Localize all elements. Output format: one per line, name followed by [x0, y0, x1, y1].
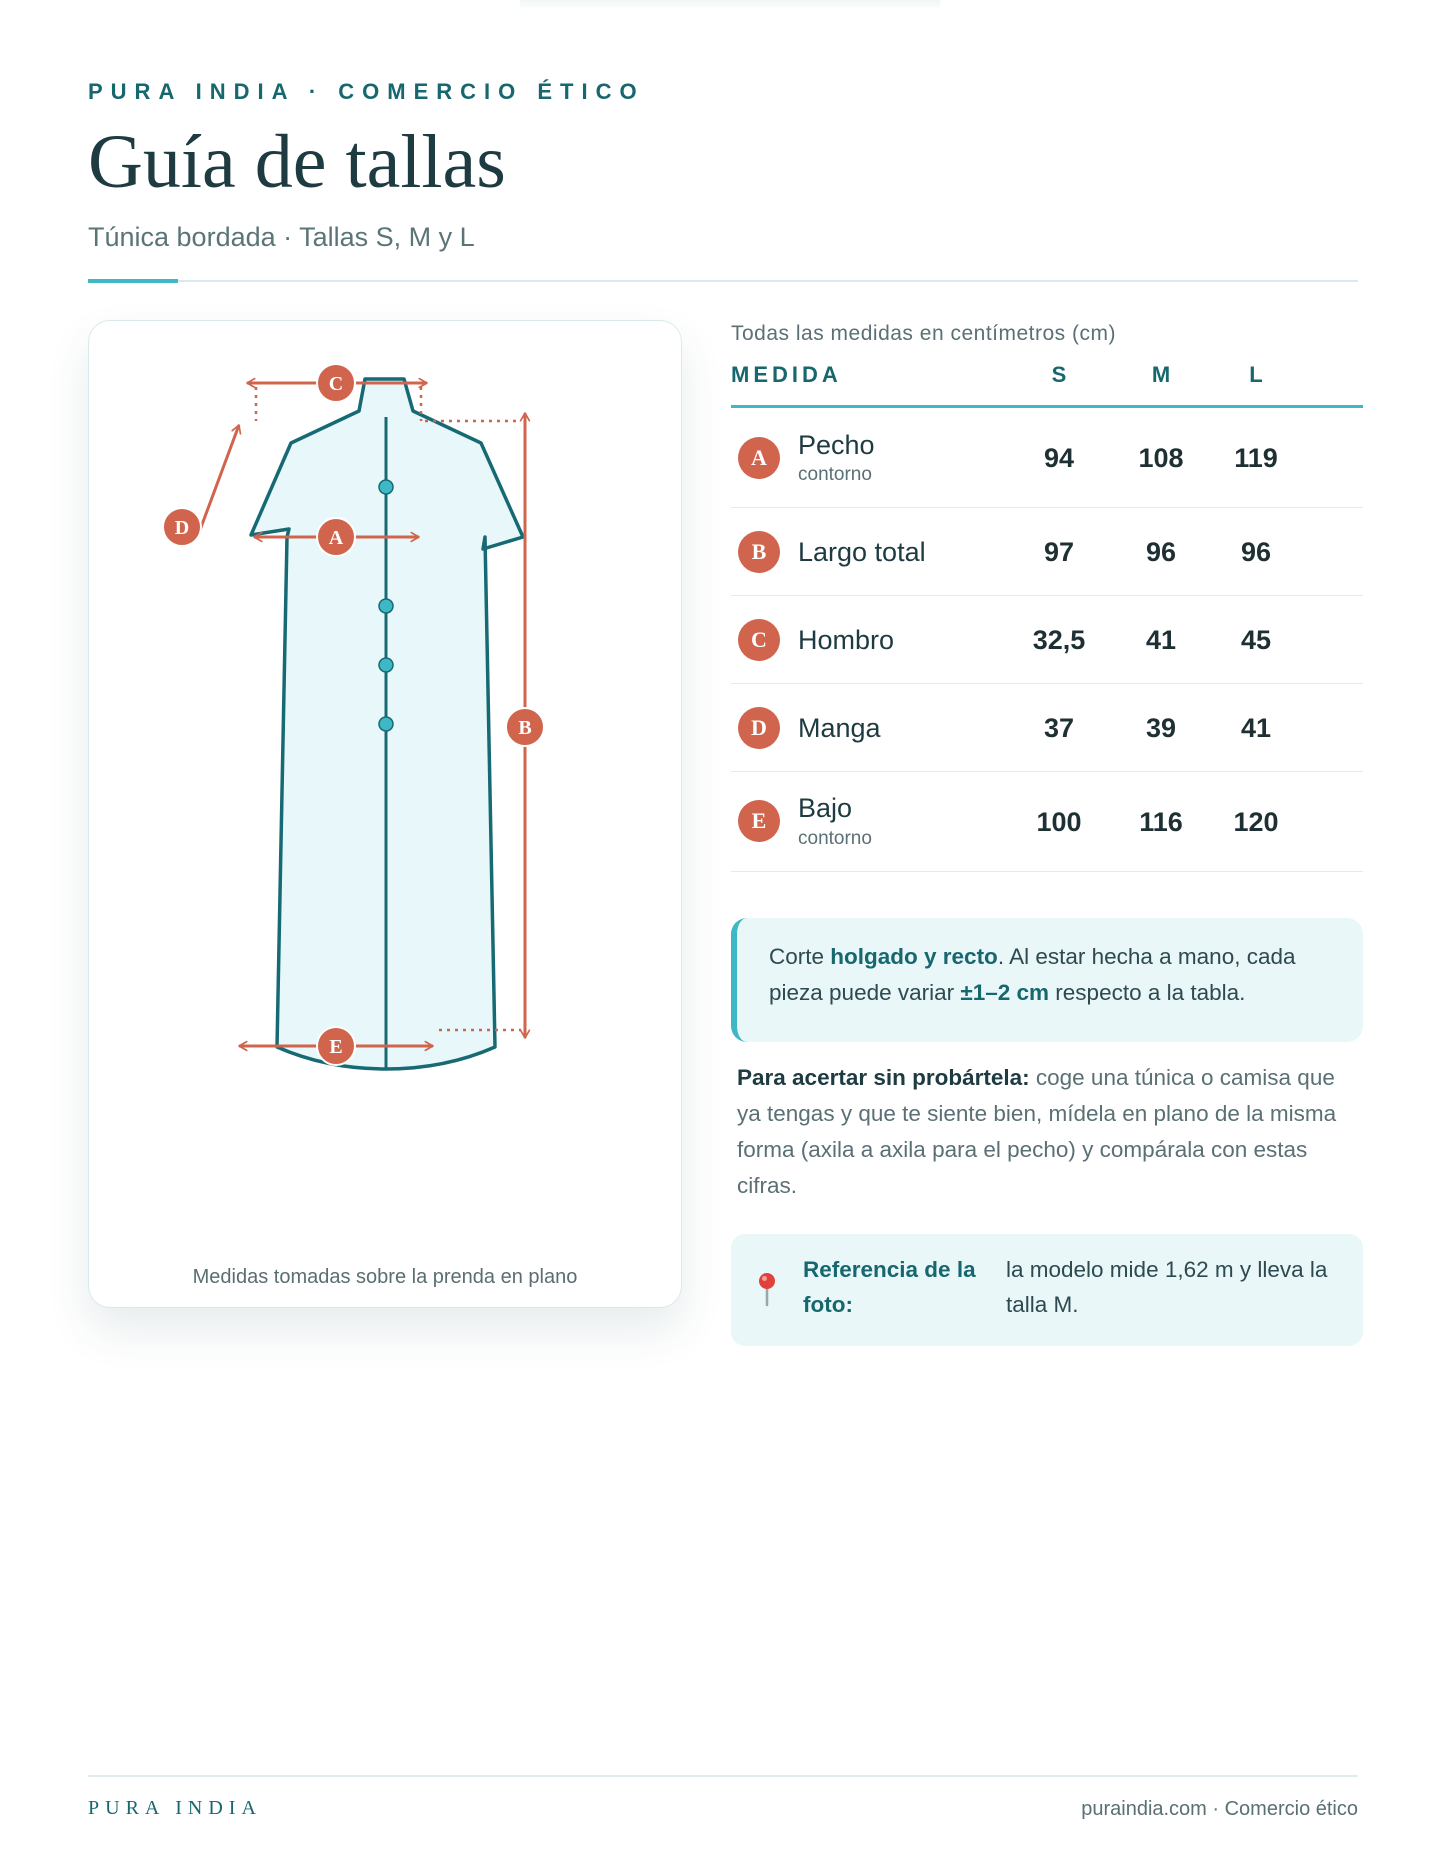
svg-text:C: C: [328, 373, 344, 395]
row-badge: C: [738, 619, 780, 661]
cell-size-m: 39: [1145, 713, 1177, 743]
measuring-tip: [737, 1060, 1363, 1204]
cell-size-s: 32,5: [1032, 625, 1086, 655]
footer-divider: [88, 1775, 1358, 1777]
row-badge: B: [738, 531, 780, 573]
photo-reference-text: la modelo mide 1,62 m y lleva la talla M.: [1006, 1257, 1328, 1317]
table-row: [731, 684, 1363, 772]
diagram-caption: Medidas tomadas sobre la prenda en plano: [192, 1266, 578, 1288]
cell-size-s: 94: [1043, 443, 1075, 473]
fit-note-text: Corte: [769, 944, 831, 969]
cell-size-l: 119: [1234, 443, 1278, 473]
marker-e: [317, 1027, 355, 1065]
cell-size-s: 100: [1036, 807, 1082, 837]
header-size-m: M: [1151, 362, 1171, 387]
button-dot: [379, 658, 393, 672]
units-note: Todas las medidas en centímetros (cm): [731, 322, 1116, 345]
page-subtitle: Túnica bordada · Tallas S, M y L: [88, 222, 475, 252]
svg-text:A: A: [328, 527, 344, 549]
row-badge: A: [738, 437, 780, 479]
cell-size-m: 41: [1145, 625, 1177, 655]
header-size-l: L: [1249, 362, 1263, 387]
cell-size-m: 108: [1138, 443, 1184, 473]
page-header: [88, 78, 1358, 254]
cell-size-s: 97: [1043, 537, 1075, 567]
photo-reference-label: Referencia de la foto:: [803, 1257, 976, 1317]
svg-text:B: B: [518, 717, 532, 739]
measure-line-d: [200, 425, 239, 530]
page-title: Guía de tallas: [88, 120, 506, 204]
button-dot: [379, 717, 393, 731]
button-dot: [379, 599, 393, 613]
cell-size-l: 120: [1233, 807, 1279, 837]
footer-brand: PURA INDIA: [88, 1797, 262, 1819]
table-header: [731, 358, 1363, 408]
header-divider-accent: [88, 279, 178, 283]
row-sublabel: contorno: [798, 828, 872, 849]
fit-note: [731, 918, 1363, 1042]
cell-size-m: 116: [1139, 807, 1183, 837]
button-dot: [379, 480, 393, 494]
cell-size-l: 96: [1240, 537, 1272, 567]
row-badge: D: [738, 707, 780, 749]
header-medida: MEDIDA: [731, 362, 842, 387]
header-divider: [88, 280, 1358, 282]
svg-text:D: D: [174, 517, 190, 539]
fit-note-tolerance: ±1–2 cm: [960, 980, 1050, 1005]
row-label: Hombro: [798, 625, 895, 655]
pin-icon: [755, 1271, 779, 1307]
marker-a: [317, 518, 355, 556]
measuring-tip-title: Para acertar sin probártela:: [737, 1065, 1030, 1090]
brand-tagline: PURA INDIA · COMERCIO ÉTICO: [88, 79, 645, 104]
garment-diagram: [89, 321, 683, 1309]
marker-b: [506, 708, 544, 746]
top-fade: [520, 0, 940, 10]
svg-text:E: E: [329, 1036, 343, 1058]
garment-diagram-card: [88, 320, 682, 1308]
row-badge: E: [738, 800, 780, 842]
cell-size-m: 96: [1145, 537, 1177, 567]
table-row: [731, 596, 1363, 684]
fit-note-emphasis: holgado y recto: [830, 944, 998, 969]
cell-size-s: 37: [1043, 713, 1075, 743]
photo-reference-box: [731, 1234, 1363, 1346]
footer-site: puraindia.com · Comercio ético: [1081, 1798, 1358, 1820]
fit-note-text: . Al estar hecha a mano, cada pieza puede variar: [769, 944, 1296, 1005]
row-label: Bajo: [798, 793, 853, 823]
size-table-section: [731, 320, 1363, 1317]
table-row: [731, 508, 1363, 596]
fit-note-text: respecto a la tabla.: [1049, 980, 1246, 1005]
row-label: Manga: [798, 713, 881, 743]
row-label: Largo total: [798, 537, 926, 567]
cell-size-l: 45: [1240, 625, 1272, 655]
cell-size-l: 41: [1240, 713, 1272, 743]
marker-d: [163, 508, 201, 546]
header-size-s: S: [1051, 362, 1067, 387]
table-row: [731, 408, 1363, 508]
marker-c: [317, 364, 355, 402]
row-sublabel: contorno: [798, 464, 872, 485]
row-label: Pecho: [798, 430, 875, 460]
measuring-tip-text: coge una túnica o camisa que ya tengas y que te siente bien, mídela en plano de la misma forma (axila a axila para el pecho) y compárala con estas cifras.: [737, 1065, 1337, 1198]
table-row: [731, 772, 1363, 872]
